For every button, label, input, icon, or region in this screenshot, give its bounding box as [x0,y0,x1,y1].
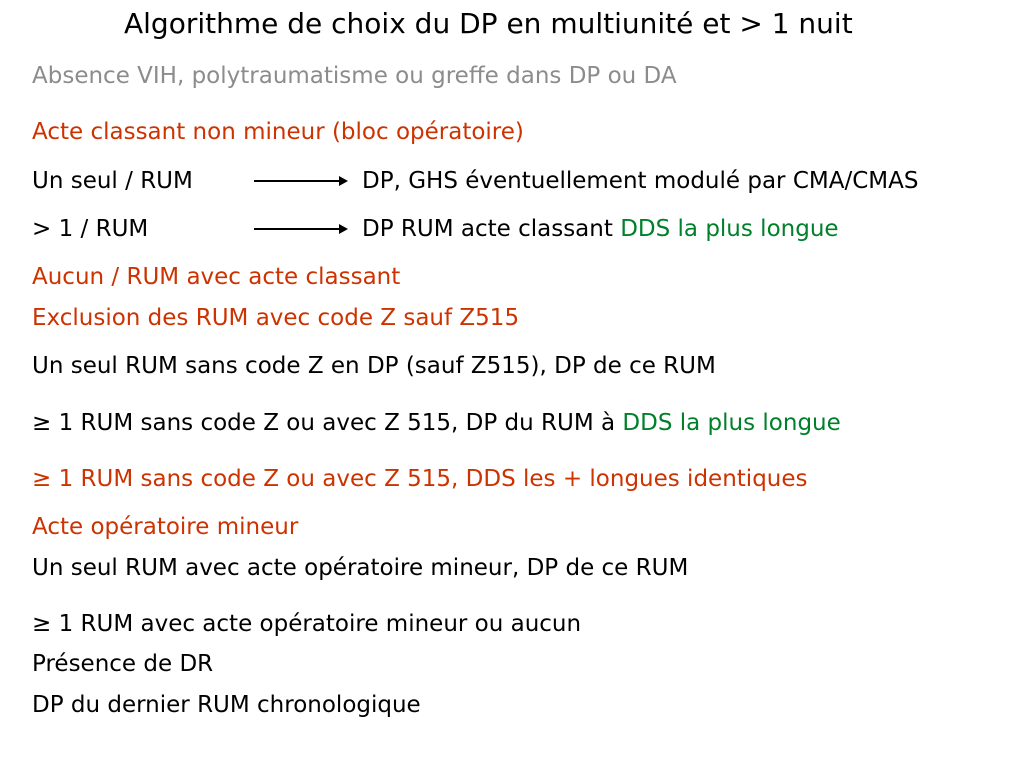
right-arrow-icon [254,180,342,182]
rule-result [362,214,839,244]
rule-line-single-mineur: Un seul RUM avec acte opératoire mineur, DP de ce RUM [32,555,689,581]
right-arrow-icon [254,228,342,230]
rule-line-multi-rum [32,408,841,438]
slide-title: Algorithme de choix du DP en multiunité et > 1 nuit [124,7,853,40]
rule-line-text: ≥ 1 RUM sans code Z ou avec Z 515, DP du RUM à [32,410,623,436]
rule-result-highlight: DDS la plus longue [620,216,839,242]
rule-line-presence-dr: Présence de DR [32,651,214,677]
section-heading-aucun: Aucun / RUM avec acte classant [32,264,401,290]
rule-line-single-rum: Un seul RUM sans code Z en DP (sauf Z515), DP de ce RUM [32,353,716,379]
rule-label: > 1 / RUM [32,216,149,242]
rule-line-multi-mineur: ≥ 1 RUM avec acte opératoire mineur ou aucun [32,611,582,637]
section-heading-classant: Acte classant non mineur (bloc opératoire) [32,119,524,145]
rule-result-text: DP RUM acte classant [362,216,621,242]
rule-line-identical-dds: ≥ 1 RUM sans code Z ou avec Z 515, DDS les + longues identiques [32,466,808,492]
rule-label: Un seul / RUM [32,168,193,194]
section-heading-mineur: Acte opératoire mineur [32,514,299,540]
rule-result: DP, GHS éventuellement modulé par CMA/CMAS [362,168,919,194]
slide-subtitle: Absence VIH, polytraumatisme ou greffe dans DP ou DA [32,63,677,89]
rule-line-dernier-rum: DP du dernier RUM chronologique [32,692,421,718]
section-heading-exclusion: Exclusion des RUM avec code Z sauf Z515 [32,305,520,331]
rule-line-highlight: DDS la plus longue [622,410,841,436]
